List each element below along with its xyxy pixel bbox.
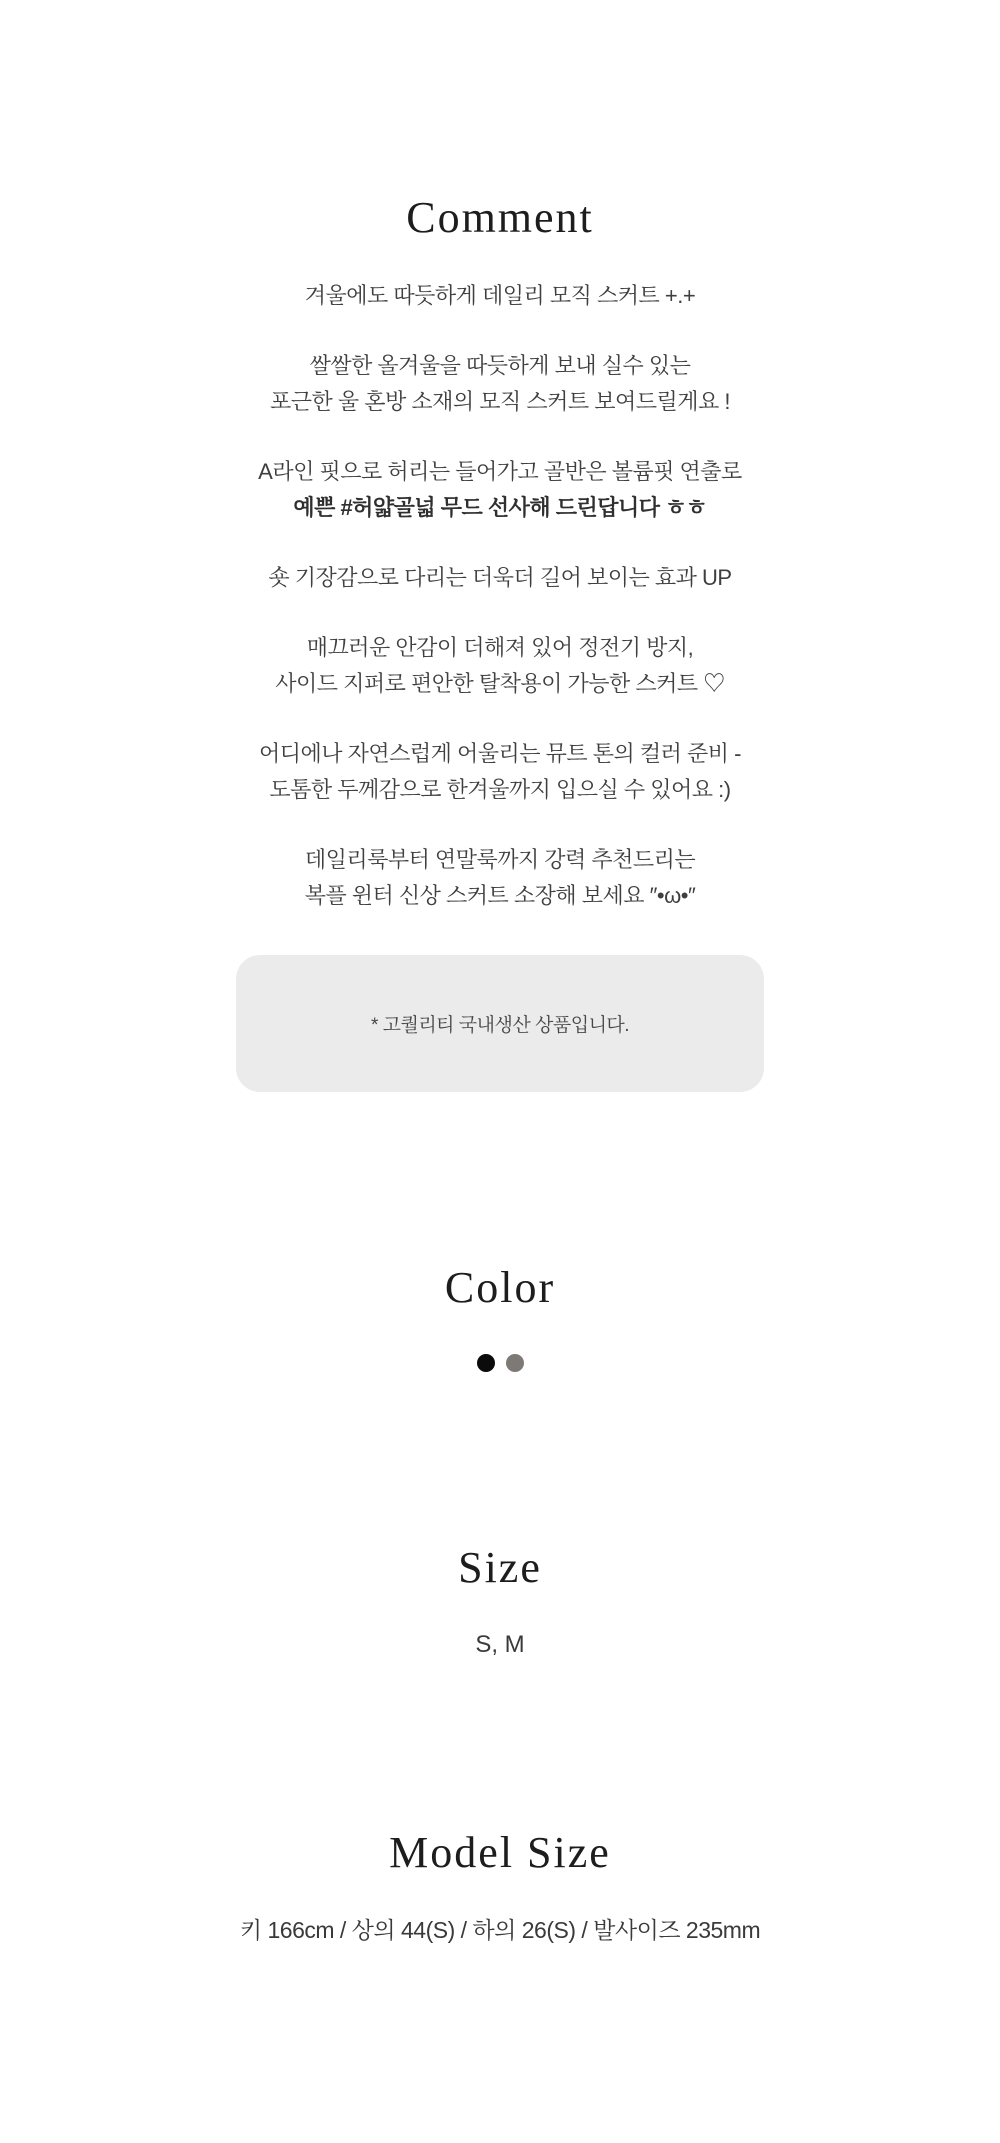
notice-box: [236, 955, 764, 1092]
comment-paragraph: [0, 842, 1000, 914]
color-swatches: [0, 1354, 1000, 1372]
size-title: Size: [458, 1543, 542, 1592]
comment-line: 어디에나 자연스럽게 어울리는 뮤트 톤의 컬러 준비 -: [259, 741, 741, 766]
model-size-title: Model Size: [389, 1828, 611, 1877]
comment-line: 쌀쌀한 올겨울을 따듯하게 보내 실수 있는: [309, 353, 691, 378]
comment-line: 매끄러운 안감이 더해져 있어 정전기 방지,: [306, 635, 694, 660]
comment-paragraph: [0, 454, 1000, 526]
comment-paragraph: [0, 630, 1000, 702]
size-section: [0, 1542, 1000, 1660]
color-section: [0, 1262, 1000, 1372]
comment-paragraph: [0, 278, 1000, 314]
size-value: S, M: [475, 1631, 525, 1658]
notice-text: * 고퀄리티 국내생산 상품입니다.: [370, 1015, 630, 1036]
comment-paragraphs: [0, 278, 1000, 914]
comment-paragraph: [0, 560, 1000, 596]
comment-line: 겨울에도 따듯하게 데일리 모직 스커트 +.+: [304, 283, 696, 308]
color-swatch-black: [477, 1354, 495, 1372]
comment-line: 숏 기장감으로 다리는 더욱더 길어 보이는 효과 UP: [268, 565, 732, 590]
comment-line: 복플 윈터 신상 스커트 소장해 보세요 ″•ω•″: [304, 883, 696, 908]
comment-paragraph: [0, 736, 1000, 808]
model-size-value: 키 166cm / 상의 44(S) / 하의 26(S) / 발사이즈 235mm: [239, 1917, 761, 1943]
comment-line: 포근한 울 혼방 소재의 모직 스커트 보여드릴게요 !: [270, 389, 730, 414]
comment-title: Comment: [406, 193, 594, 242]
color-title: Color: [444, 1263, 556, 1312]
comment-line: 사이드 지퍼로 편안한 탈착용이 가능한 스커트 ♡: [275, 671, 725, 696]
comment-paragraph: [0, 348, 1000, 420]
model-size-section: [0, 1827, 1000, 1945]
comment-line: 데일리룩부터 연말룩까지 강력 추천드리는: [304, 847, 696, 872]
comment-line: 도톰한 두께감으로 한겨울까지 입으실 수 있어요 :): [269, 777, 731, 802]
comment-line: A라인 핏으로 허리는 들어가고 골반은 볼륨핏 연출로: [258, 459, 742, 484]
color-swatch-gray: [506, 1354, 524, 1372]
comment-line: 예쁜 #허얇골넓 무드 선사해 드린답니다 ㅎㅎ: [293, 495, 707, 520]
